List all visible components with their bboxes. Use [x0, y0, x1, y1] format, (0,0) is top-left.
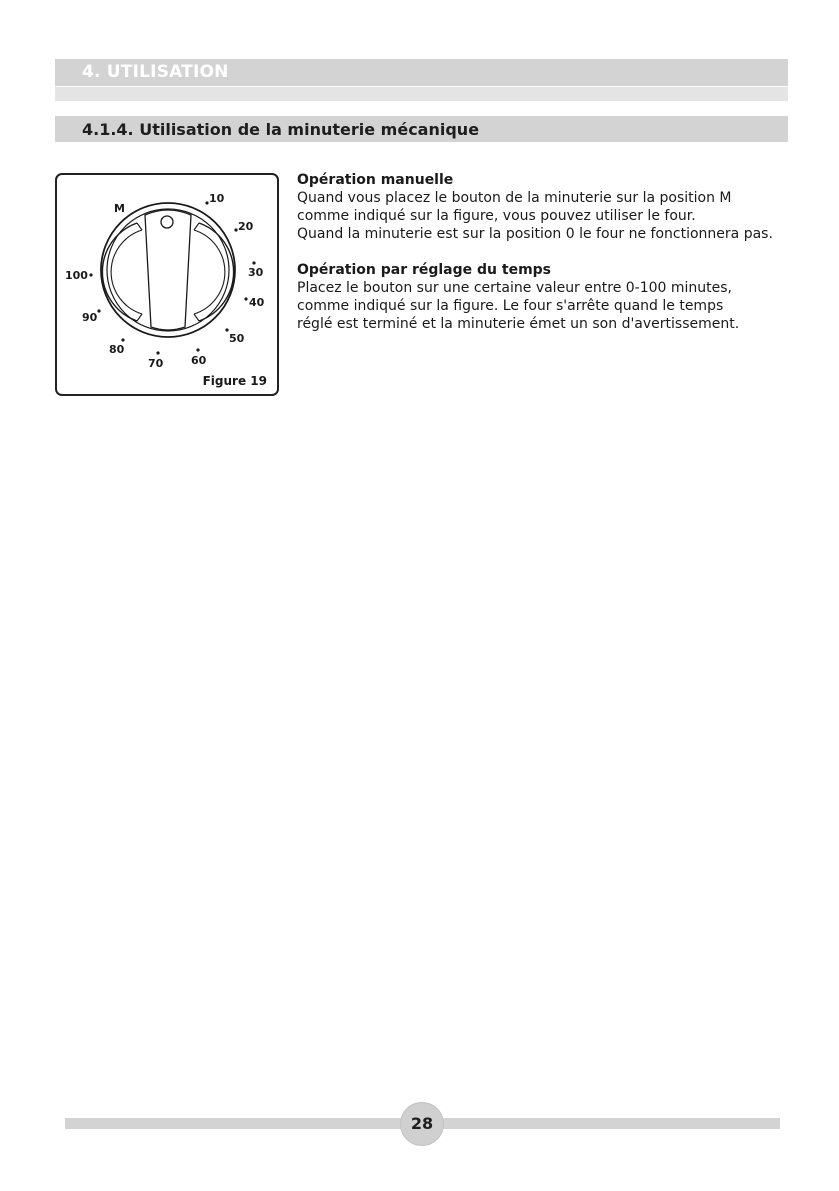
knob-indicator-dot — [161, 216, 173, 228]
dial-label-90: 90 — [82, 311, 98, 324]
dial-label-70: 70 — [148, 357, 164, 370]
header-divider-band — [55, 87, 788, 101]
instructions-column — [297, 171, 797, 333]
dial-label-10: 10 — [209, 192, 225, 205]
timed-operation-heading: Opération par réglage du temps — [297, 262, 552, 278]
subsection-title: 4.1.4. Utilisation de la minuterie mécanique — [82, 120, 480, 139]
dial-label-m: M — [114, 202, 125, 215]
manual-operation-line-1: Quand vous placez le bouton de la minuterie sur la position M — [297, 190, 732, 206]
dial-label-60: 60 — [191, 354, 207, 367]
timer-dial-illustration — [57, 175, 277, 394]
timer-figure — [55, 173, 279, 396]
manual-operation-section — [297, 171, 797, 243]
page-number-badge: 28 — [400, 1102, 444, 1146]
manual-operation-line-3: Quand la minuterie est sur la position 0 le four ne fonctionnera pas. — [297, 226, 773, 242]
dial-label-40: 40 — [249, 296, 265, 309]
timed-operation-line-2: comme indiqué sur la figure. Le four s'arrête quand le temps — [297, 298, 724, 314]
manual-operation-line-2: comme indiqué sur la figure, vous pouvez utiliser le four. — [297, 208, 696, 224]
timed-operation-line-1: Placez le bouton sur une certaine valeur entre 0-100 minutes, — [297, 280, 733, 296]
dial-label-30: 30 — [248, 266, 264, 279]
dial-label-50: 50 — [229, 332, 245, 345]
manual-operation-heading: Opération manuelle — [297, 172, 454, 188]
dial-label-80: 80 — [109, 343, 125, 356]
subsection-header-band — [55, 116, 788, 142]
timed-operation-section — [297, 261, 797, 333]
section-title: 4. UTILISATION — [82, 62, 229, 82]
dial-label-20: 20 — [238, 220, 254, 233]
timed-operation-line-3: réglé est terminé et la minuterie émet un son d'avertissement. — [297, 316, 740, 332]
section-header-band — [55, 59, 788, 86]
dial-label-100: 100 — [65, 269, 88, 282]
figure-caption: Figure 19 — [202, 374, 267, 388]
